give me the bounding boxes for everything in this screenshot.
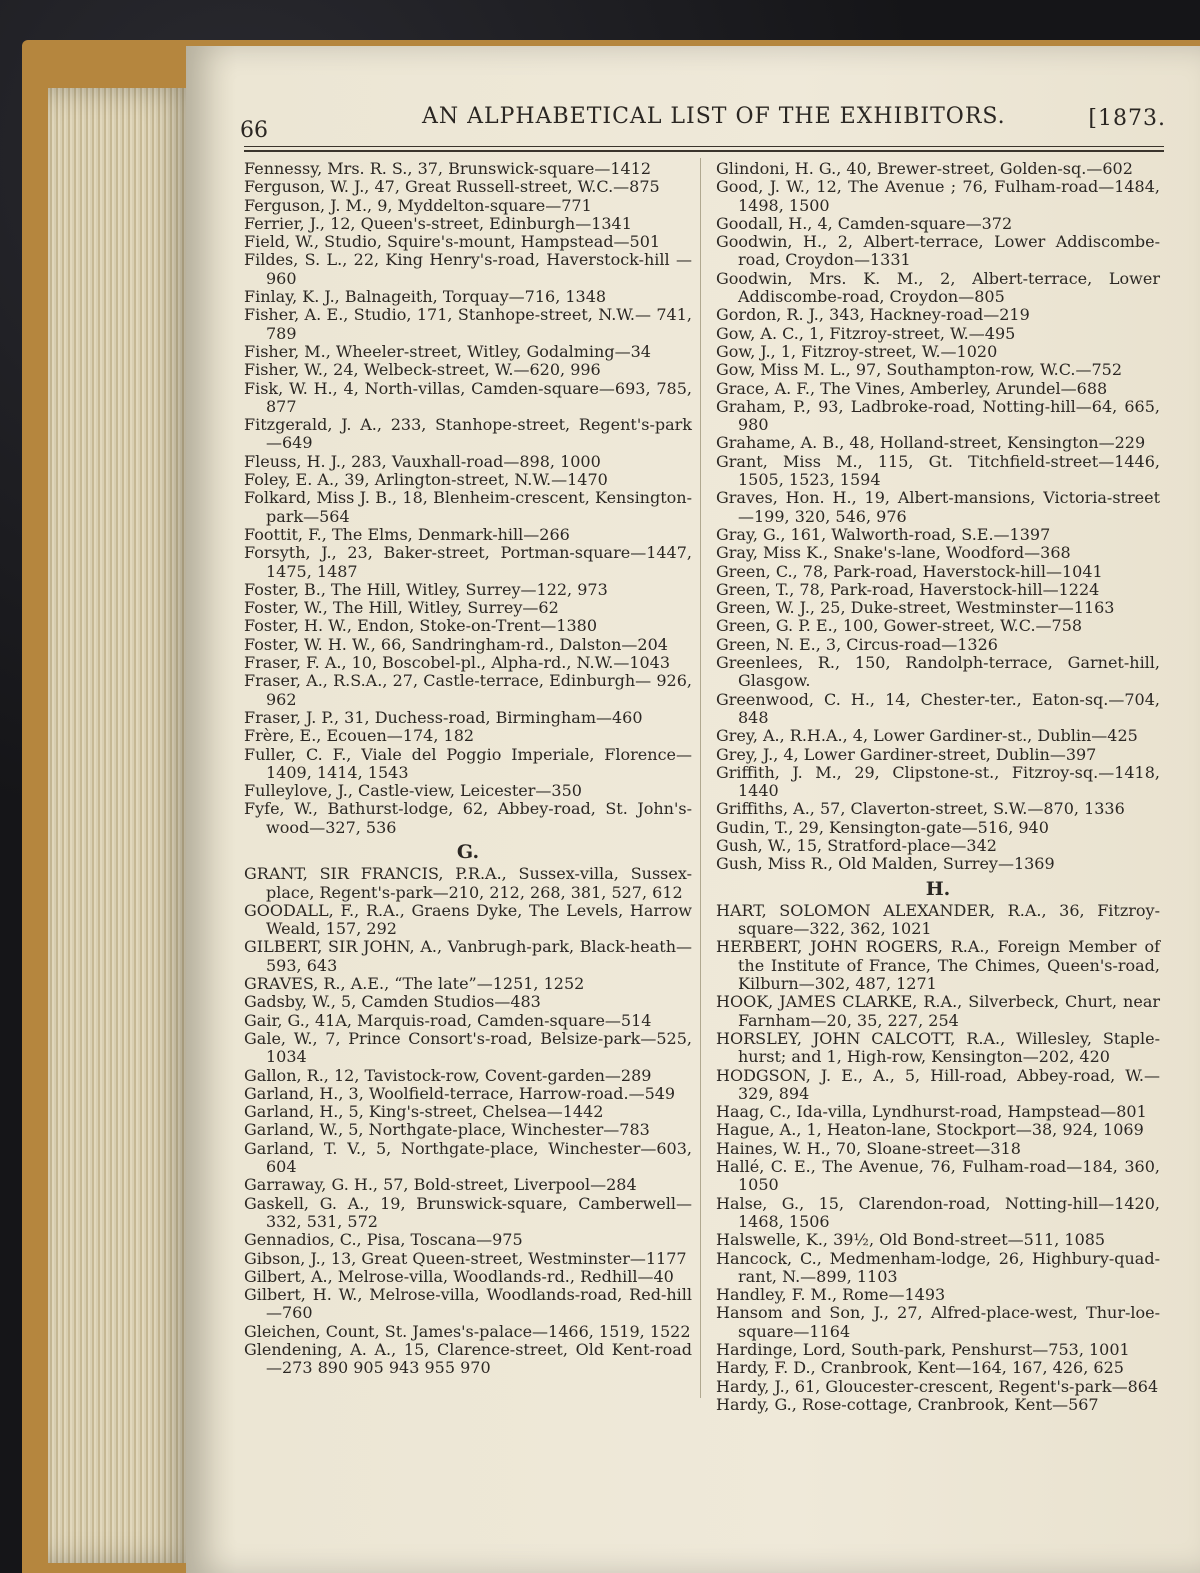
exhibitor-entry: Gray, Miss K., Snake's-lane, Woodford—368 [716, 543, 1071, 563]
exhibitor-entry: Hague, A., 1, Heaton-lane, Stockport—38, 924, 1069 [716, 1120, 1144, 1140]
exhibitor-entry: Hansom and Son, J., 27, Alfred-place-west, Thur-loe-square—1164 [716, 1303, 1160, 1341]
exhibitor-entry: Foster, W., The Hill, Witley, Surrey—62 [244, 598, 559, 618]
exhibitor-entry: Fisher, A. E., Studio, 171, Stanhope-street, N.W.— 741, 789 [244, 305, 692, 343]
exhibitor-entry: Fuller, C. F., Viale del Poggio Imperiale, Florence— 1409, 1414, 1543 [244, 744, 692, 782]
exhibitor-entry: Green, T., 78, Park-road, Haverstock-hill—1224 [716, 579, 1100, 599]
exhibitor-entry: HERBERT, JOHN ROGERS, R.A., Foreign Member of the Institute of France, The Chimes, Queen's-road, Kilburn—302, 487, 1271 [716, 937, 1160, 994]
exhibitor-entry: HOOK, JAMES CLARKE, R.A., Silverbeck, Churt, near Farnham—20, 35, 227, 254 [716, 992, 1160, 1030]
exhibitor-entry: Fleuss, H. J., 283, Vauxhall-road—898, 1000 [244, 451, 601, 471]
exhibitor-entry: Green, C., 78, Park-road, Haverstock-hill—1041 [716, 561, 1103, 581]
exhibitor-entry: Goodall, H., 4, Camden-square—372 [716, 213, 1013, 233]
exhibitor-entry: Goodwin, Mrs. K. M., 2, Albert-terrace, Lower Addiscombe-road, Croydon—805 [716, 268, 1160, 307]
running-title: AN ALPHABETICAL LIST OF THE EXHIBITORS. [422, 104, 1006, 129]
exhibitor-entry: Garland, H., 3, Woolfield-terrace, Harrow-road.—549 [244, 1083, 676, 1103]
exhibitor-entry: Garland, T. V., 5, Northgate-place, Winchester—603, 604 [244, 1138, 692, 1177]
exhibitor-entry: Handley, F. M., Rome—1493 [716, 1285, 946, 1305]
section-heading-h: H. [925, 877, 951, 900]
exhibitor-entry: Gow, A. C., 1, Fitzroy-street, W.—495 [716, 323, 1016, 343]
exhibitor-entry: Ferrier, J., 12, Queen's-street, Edinburgh—1341 [244, 213, 632, 233]
exhibitor-entry: Garland, W., 5, Northgate-place, Winchester—783 [244, 1120, 650, 1140]
exhibitor-entry: Griffith, J. M., 29, Clipstone-st., Fitzroy-sq.—1418, 1440 [716, 762, 1160, 801]
exhibitor-entry: Glendening, A. A., 15, Clarence-street, Old Kent-road—273 890 905 943 955 970 [244, 1340, 692, 1378]
exhibitor-entry: Hardy, F. D., Cranbrook, Kent—164, 167, 426, 625 [716, 1358, 1124, 1378]
exhibitor-entry: Haines, W. H., 70, Sloane-street—318 [716, 1138, 1021, 1158]
exhibitor-entry: Gibson, J., 13, Great Queen-street, Westminster—1177 [244, 1248, 687, 1268]
exhibitor-entry: HART, SOLOMON ALEXANDER, R.A., 36, Fitzroy-square—322, 362, 1021 [716, 900, 1160, 939]
exhibitor-entry: Gudin, T., 29, Kensington-gate—516, 940 [716, 817, 1049, 837]
exhibitor-entry: Fraser, F. A., 10, Boscobel-pl., Alpha-rd., N.W.—1043 [244, 653, 671, 673]
header-rule [244, 146, 1164, 147]
f-entries [244, 160, 692, 837]
exhibitor-entry: Graham, P., 93, Ladbroke-road, Notting-hill—64, 665, 980 [716, 396, 1160, 435]
exhibitor-entry: Griffiths, A., 57, Claverton-street, S.W.—870, 1336 [716, 799, 1125, 819]
exhibitor-entry: Graves, Hon. H., 19, Albert-mansions, Victoria-street—199, 320, 546, 976 [716, 488, 1160, 526]
exhibitor-entry: Halse, G., 15, Clarendon-road, Notting-hill—1420, 1468, 1506 [716, 1193, 1160, 1231]
exhibitor-entry: HORSLEY, JOHN CALCOTT, R.A., Willesley, Staple-hurst; and 1, High-row, Kensington—202, 420 [716, 1028, 1160, 1067]
exhibitor-entry: Fulleylove, J., Castle-view, Leicester—350 [244, 781, 582, 801]
header-rule-double [244, 150, 1164, 152]
exhibitor-entry: Gordon, R. J., 343, Hackney-road—219 [716, 305, 1030, 325]
page-edges [48, 88, 198, 1563]
exhibitor-entry: Garland, H., 5, King's-street, Chelsea—1442 [244, 1102, 604, 1122]
g-entries [244, 865, 692, 1377]
exhibitor-entry: Foley, E. A., 39, Arlington-street, N.W.—1470 [244, 470, 608, 490]
column-divider [700, 158, 701, 1398]
year-label: [1873. [1088, 106, 1166, 131]
exhibitor-entry: GOODALL, F., R.A., Graens Dyke, The Levels, Harrow Weald, 157, 292 [244, 900, 692, 939]
exhibitor-entry: Folkard, Miss J. B., 18, Blenheim-crescent, Kensington-park—564 [244, 488, 692, 526]
exhibitor-entry: Gow, Miss M. L., 97, Southampton-row, W.C.—752 [716, 360, 1122, 380]
exhibitor-entry: Gleichen, Count, St. James's-palace—1466, 1519, 1522 [244, 1321, 691, 1341]
exhibitor-entry: Ferguson, W. J., 47, Great Russell-street, W.C.—875 [244, 177, 660, 197]
exhibitor-entry: Gray, G., 161, Walworth-road, S.E.—1397 [716, 524, 1051, 544]
exhibitor-entry: Fraser, J. P., 31, Duchess-road, Birmingham—460 [244, 707, 643, 727]
exhibitor-entry: Fisher, M., Wheeler-street, Witley, Godalming—34 [244, 341, 651, 361]
exhibitor-entry: HODGSON, J. E., A., 5, Hill-road, Abbey-road, W.— 329, 894 [716, 1065, 1160, 1103]
exhibitor-entry: Green, W. J., 25, Duke-street, Westminster—1163 [716, 598, 1115, 618]
exhibitor-entry: Fisk, W. H., 4, North-villas, Camden-square—693, 785, 877 [244, 378, 692, 416]
exhibitor-entry: Gilbert, H. W., Melrose-villa, Woodlands-road, Red-hill—760 [244, 1285, 692, 1323]
exhibitor-entry: Gaskell, G. A., 19, Brunswick-square, Camberwell— 332, 531, 572 [244, 1193, 692, 1231]
exhibitor-entry: Grant, Miss M., 115, Gt. Titchfield-street—1446, 1505, 1523, 1594 [716, 451, 1160, 490]
left-column [244, 160, 692, 1378]
page-number: 66 [240, 118, 268, 143]
exhibitor-entry: Grey, J., 4, Lower Gardiner-street, Dublin—397 [716, 744, 1097, 764]
exhibitor-entry: Hardy, J., 61, Gloucester-crescent, Regent's-park—864 [716, 1376, 1159, 1396]
exhibitor-entry: Forsyth, J., 23, Baker-street, Portman-square—1447, 1475, 1487 [244, 543, 692, 581]
exhibitor-entry: Grey, A., R.H.A., 4, Lower Gardiner-st., Dublin—425 [716, 726, 1138, 746]
exhibitor-entry: Finlay, K. J., Balnageith, Torquay—716, 1348 [244, 287, 607, 307]
exhibitor-entry: Fraser, A., R.S.A., 27, Castle-terrace, Edinburgh— 926, 962 [244, 671, 692, 709]
exhibitor-entry: Gadsby, W., 5, Camden Studios—483 [244, 992, 541, 1012]
exhibitor-entry: Gilbert, A., Melrose-villa, Woodlands-rd., Redhill—40 [244, 1266, 674, 1286]
h-entries [716, 902, 1160, 1414]
exhibitor-entry: Gale, W., 7, Prince Consort's-road, Belsize-park—525, 1034 [244, 1028, 692, 1067]
exhibitor-entry: Gair, G., 41A, Marquis-road, Camden-square—514 [244, 1010, 652, 1030]
exhibitor-entry: GRANT, SIR FRANCIS, P.R.A., Sussex-villa, Sussex-place, Regent's-park—210, 212, 268, 381, 527, 612 [244, 864, 692, 902]
exhibitor-entry: Gow, J., 1, Fitzroy-street, W.—1020 [716, 341, 998, 361]
exhibitor-entry: Halswelle, K., 39½, Old Bond-street—511, 1085 [716, 1230, 1106, 1250]
exhibitor-entry: Green, N. E., 3, Circus-road—1326 [716, 634, 998, 654]
exhibitor-entry: GRAVES, R., A.E., “The late”—1251, 1252 [244, 974, 585, 994]
exhibitor-entry: Hancock, C., Medmenham-lodge, 26, Highbury-quad-rant, N.—899, 1103 [716, 1248, 1160, 1286]
exhibitor-entry: Greenwood, C. H., 14, Chester-ter., Eaton-sq.—704, 848 [716, 689, 1160, 727]
exhibitor-entry: Ferguson, J. M., 9, Myddelton-square—771 [244, 195, 592, 215]
exhibitor-entry: Grace, A. F., The Vines, Amberley, Arundel—688 [716, 378, 1108, 398]
exhibitor-entry: Foster, B., The Hill, Witley, Surrey—122, 973 [244, 579, 608, 599]
exhibitor-entry: Foster, H. W., Endon, Stoke-on-Trent—1380 [244, 616, 598, 636]
exhibitor-entry: Fitzgerald, J. A., 233, Stanhope-street, Regent's-park —649 [244, 415, 692, 453]
exhibitor-entry: Fyfe, W., Bathurst-lodge, 62, Abbey-road, St. John's-wood—327, 536 [244, 799, 692, 837]
exhibitor-entry: Gennadios, C., Pisa, Toscana—975 [244, 1230, 523, 1250]
right-column [716, 160, 1160, 1414]
exhibitor-entry: Hallé, C. E., The Avenue, 76, Fulham-road—184, 360, 1050 [716, 1157, 1160, 1195]
exhibitor-entry: Green, G. P. E., 100, Gower-street, W.C.—758 [716, 616, 1083, 636]
exhibitor-entry: Glindoni, H. G., 40, Brewer-street, Golden-sq.—602 [716, 159, 1133, 178]
exhibitor-entry: Garraway, G. H., 57, Bold-street, Liverpool—284 [244, 1175, 637, 1195]
exhibitor-entry: Fisher, W., 24, Welbeck-street, W.—620, 996 [244, 360, 601, 380]
exhibitor-entry: Fennessy, Mrs. R. S., 37, Brunswick-square—1412 [244, 159, 652, 178]
exhibitor-entry: Gush, Miss R., Old Malden, Surrey—1369 [716, 854, 1055, 874]
exhibitor-entry: Field, W., Studio, Squire's-mount, Hampstead—501 [244, 232, 661, 252]
page-header [236, 100, 1166, 143]
exhibitor-entry: Hardinge, Lord, South-park, Penshurst—753, 1001 [716, 1340, 1130, 1359]
exhibitor-entry: Frère, E., Ecouen—174, 182 [244, 726, 475, 746]
exhibitor-entry: Foster, W. H. W., 66, Sandringham-rd., Dalston—204 [244, 634, 668, 654]
exhibitor-entry: Haag, C., Ida-villa, Lyndhurst-road, Hampstead—801 [716, 1102, 1147, 1122]
exhibitor-entry: Goodwin, H., 2, Albert-terrace, Lower Addiscombe-road, Croydon—1331 [716, 232, 1160, 270]
section-heading-g: G. [456, 840, 480, 863]
g-entries-continued [716, 160, 1160, 874]
exhibitor-entry: Gallon, R., 12, Tavistock-row, Covent-garden—289 [244, 1065, 652, 1085]
exhibitor-entry: Hardy, G., Rose-cottage, Cranbrook, Kent—567 [716, 1394, 1099, 1414]
exhibitor-entry: Good, J. W., 12, The Avenue ; 76, Fulham-road—1484, 1498, 1500 [716, 177, 1160, 215]
exhibitor-entry: Greenlees, R., 150, Randolph-terrace, Garnet-hill, Glasgow. [716, 653, 1160, 691]
exhibitor-entry: Grahame, A. B., 48, Holland-street, Kensington—229 [716, 433, 1146, 453]
exhibitor-entry: GILBERT, SIR JOHN, A., Vanbrugh-park, Black-heath—593, 643 [244, 937, 692, 975]
exhibitor-entry: Fildes, S. L., 22, King Henry's-road, Haverstock-hill —960 [244, 250, 692, 288]
exhibitor-entry: Foottit, F., The Elms, Denmark-hill—266 [244, 524, 570, 544]
exhibitor-entry: Gush, W., 15, Stratford-place—342 [716, 835, 997, 855]
